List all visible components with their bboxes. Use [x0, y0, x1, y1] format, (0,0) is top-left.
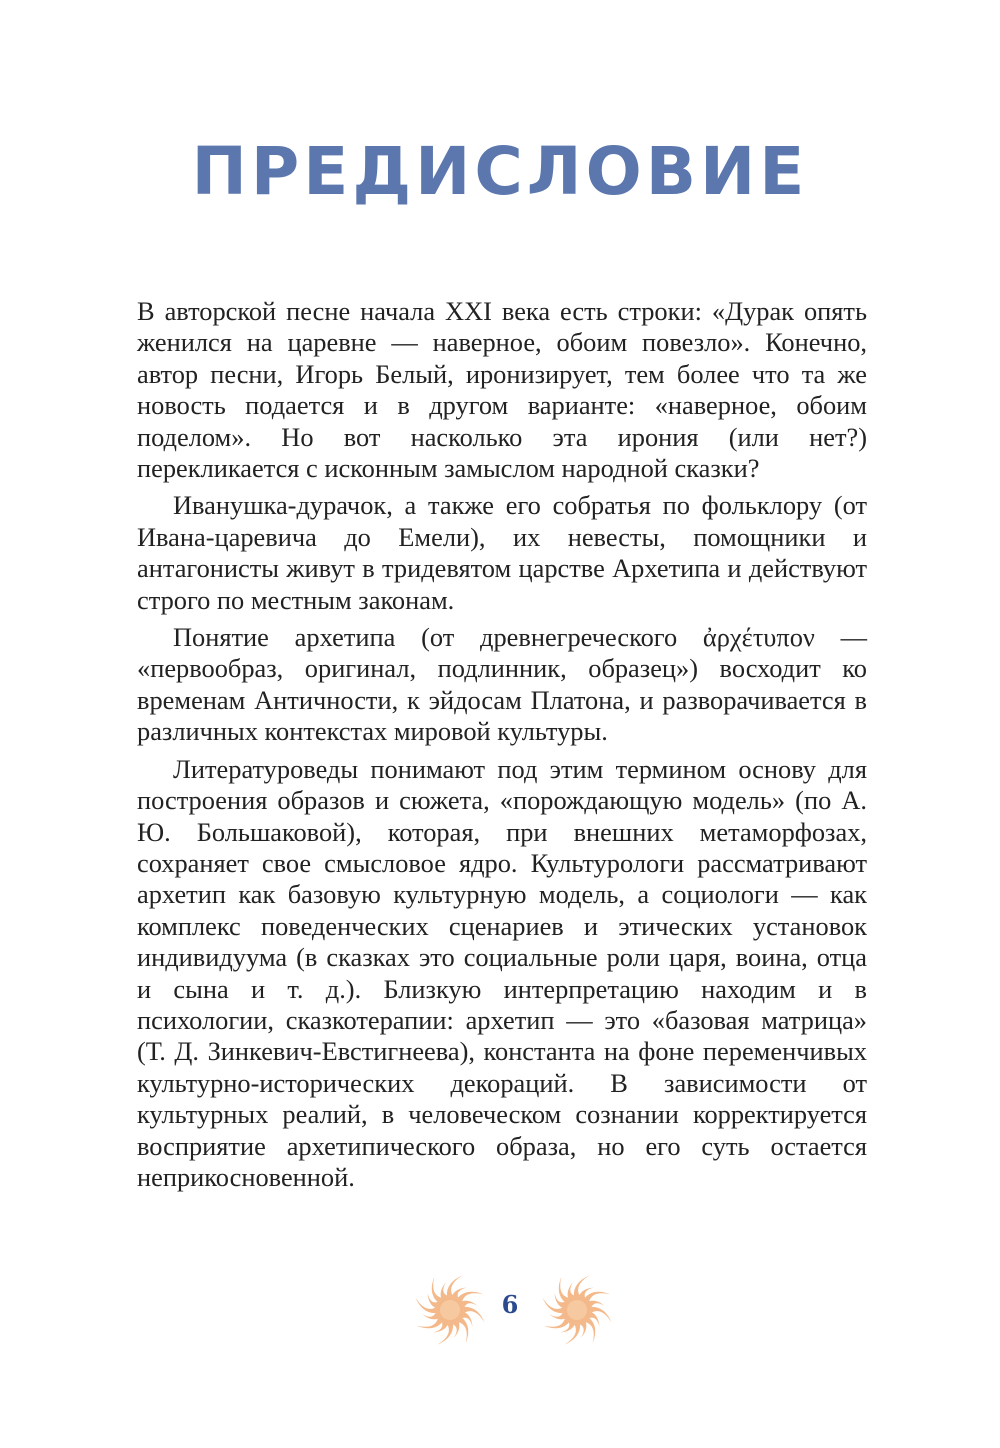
body-text: [137, 296, 867, 1199]
paragraph-4: Литературоведы понимают под этим термином основу для построения образов и сюжета, «порождающую модель» (по А. Ю. Большаковой), которая, при внешних метаморфозах, сохраняет свое смысловое ядро. Культурологи рассматривают архетип как базовую культурную модель, а социологи — как комплекс поведенческих сценариев и этических установок индивидуума (в сказках это социальные роли царя, воина, отца и сына и т. д.). Близкую интерпретацию находим и в психологии, сказкотерапии: архетип — это «базовая матрица» (Т. Д. Зинкевич-Евстигнеева), константа на фоне переменчивых культурно-исторических декораций. В зависимости от культурных реалий, в человеческом сознании корректируется восприятие архетипического образа, но его суть остается неприкосновенной.: [137, 753, 867, 1192]
paragraph-1: В авторской песне начала XXI века есть строки: «Дурак опять женился на царевне — наверное, обоим повезло». Конечно, автор песни, Игорь Белый, иронизирует, тем более что та же новость подается и в другом варианте: «наверное, обоим поделом». Но вот насколько эта ирония (или нет?) перекликается с исконным замыслом народной сказки?: [137, 296, 867, 484]
sun-icon: [537, 1270, 617, 1350]
sun-ray: [559, 1276, 570, 1302]
page-footer: [0, 1270, 1000, 1370]
page-title: ПРЕДИСЛОВИЕ: [191, 133, 809, 210]
sun-ray: [458, 1318, 469, 1344]
sun-ray: [432, 1276, 443, 1302]
page-number: 6: [501, 1290, 519, 1319]
sun-ray: [585, 1318, 596, 1344]
sun-icon: [410, 1270, 490, 1350]
paragraph-2: Иванушка-дурачок, а также его собратья по фольклору (от Ивана-царевича до Емели), их невесты, помощники и антагонисты живут в тридевятом царстве Архетипа и действуют строго по местным законам.: [137, 490, 867, 615]
sun-ray: [458, 1292, 484, 1303]
sun-ray: [416, 1318, 442, 1329]
paragraph-3: Понятие архетипа (от древнегреческого ἀρχέτυπον — «первообраз, оригинал, подлинник, образец») восходит ко временам Античности, к эйдосам Платона, и разворачивается в различных контекстах мировой культуры.: [137, 622, 867, 747]
sun-ray: [585, 1292, 611, 1303]
sun-ray: [543, 1318, 569, 1329]
